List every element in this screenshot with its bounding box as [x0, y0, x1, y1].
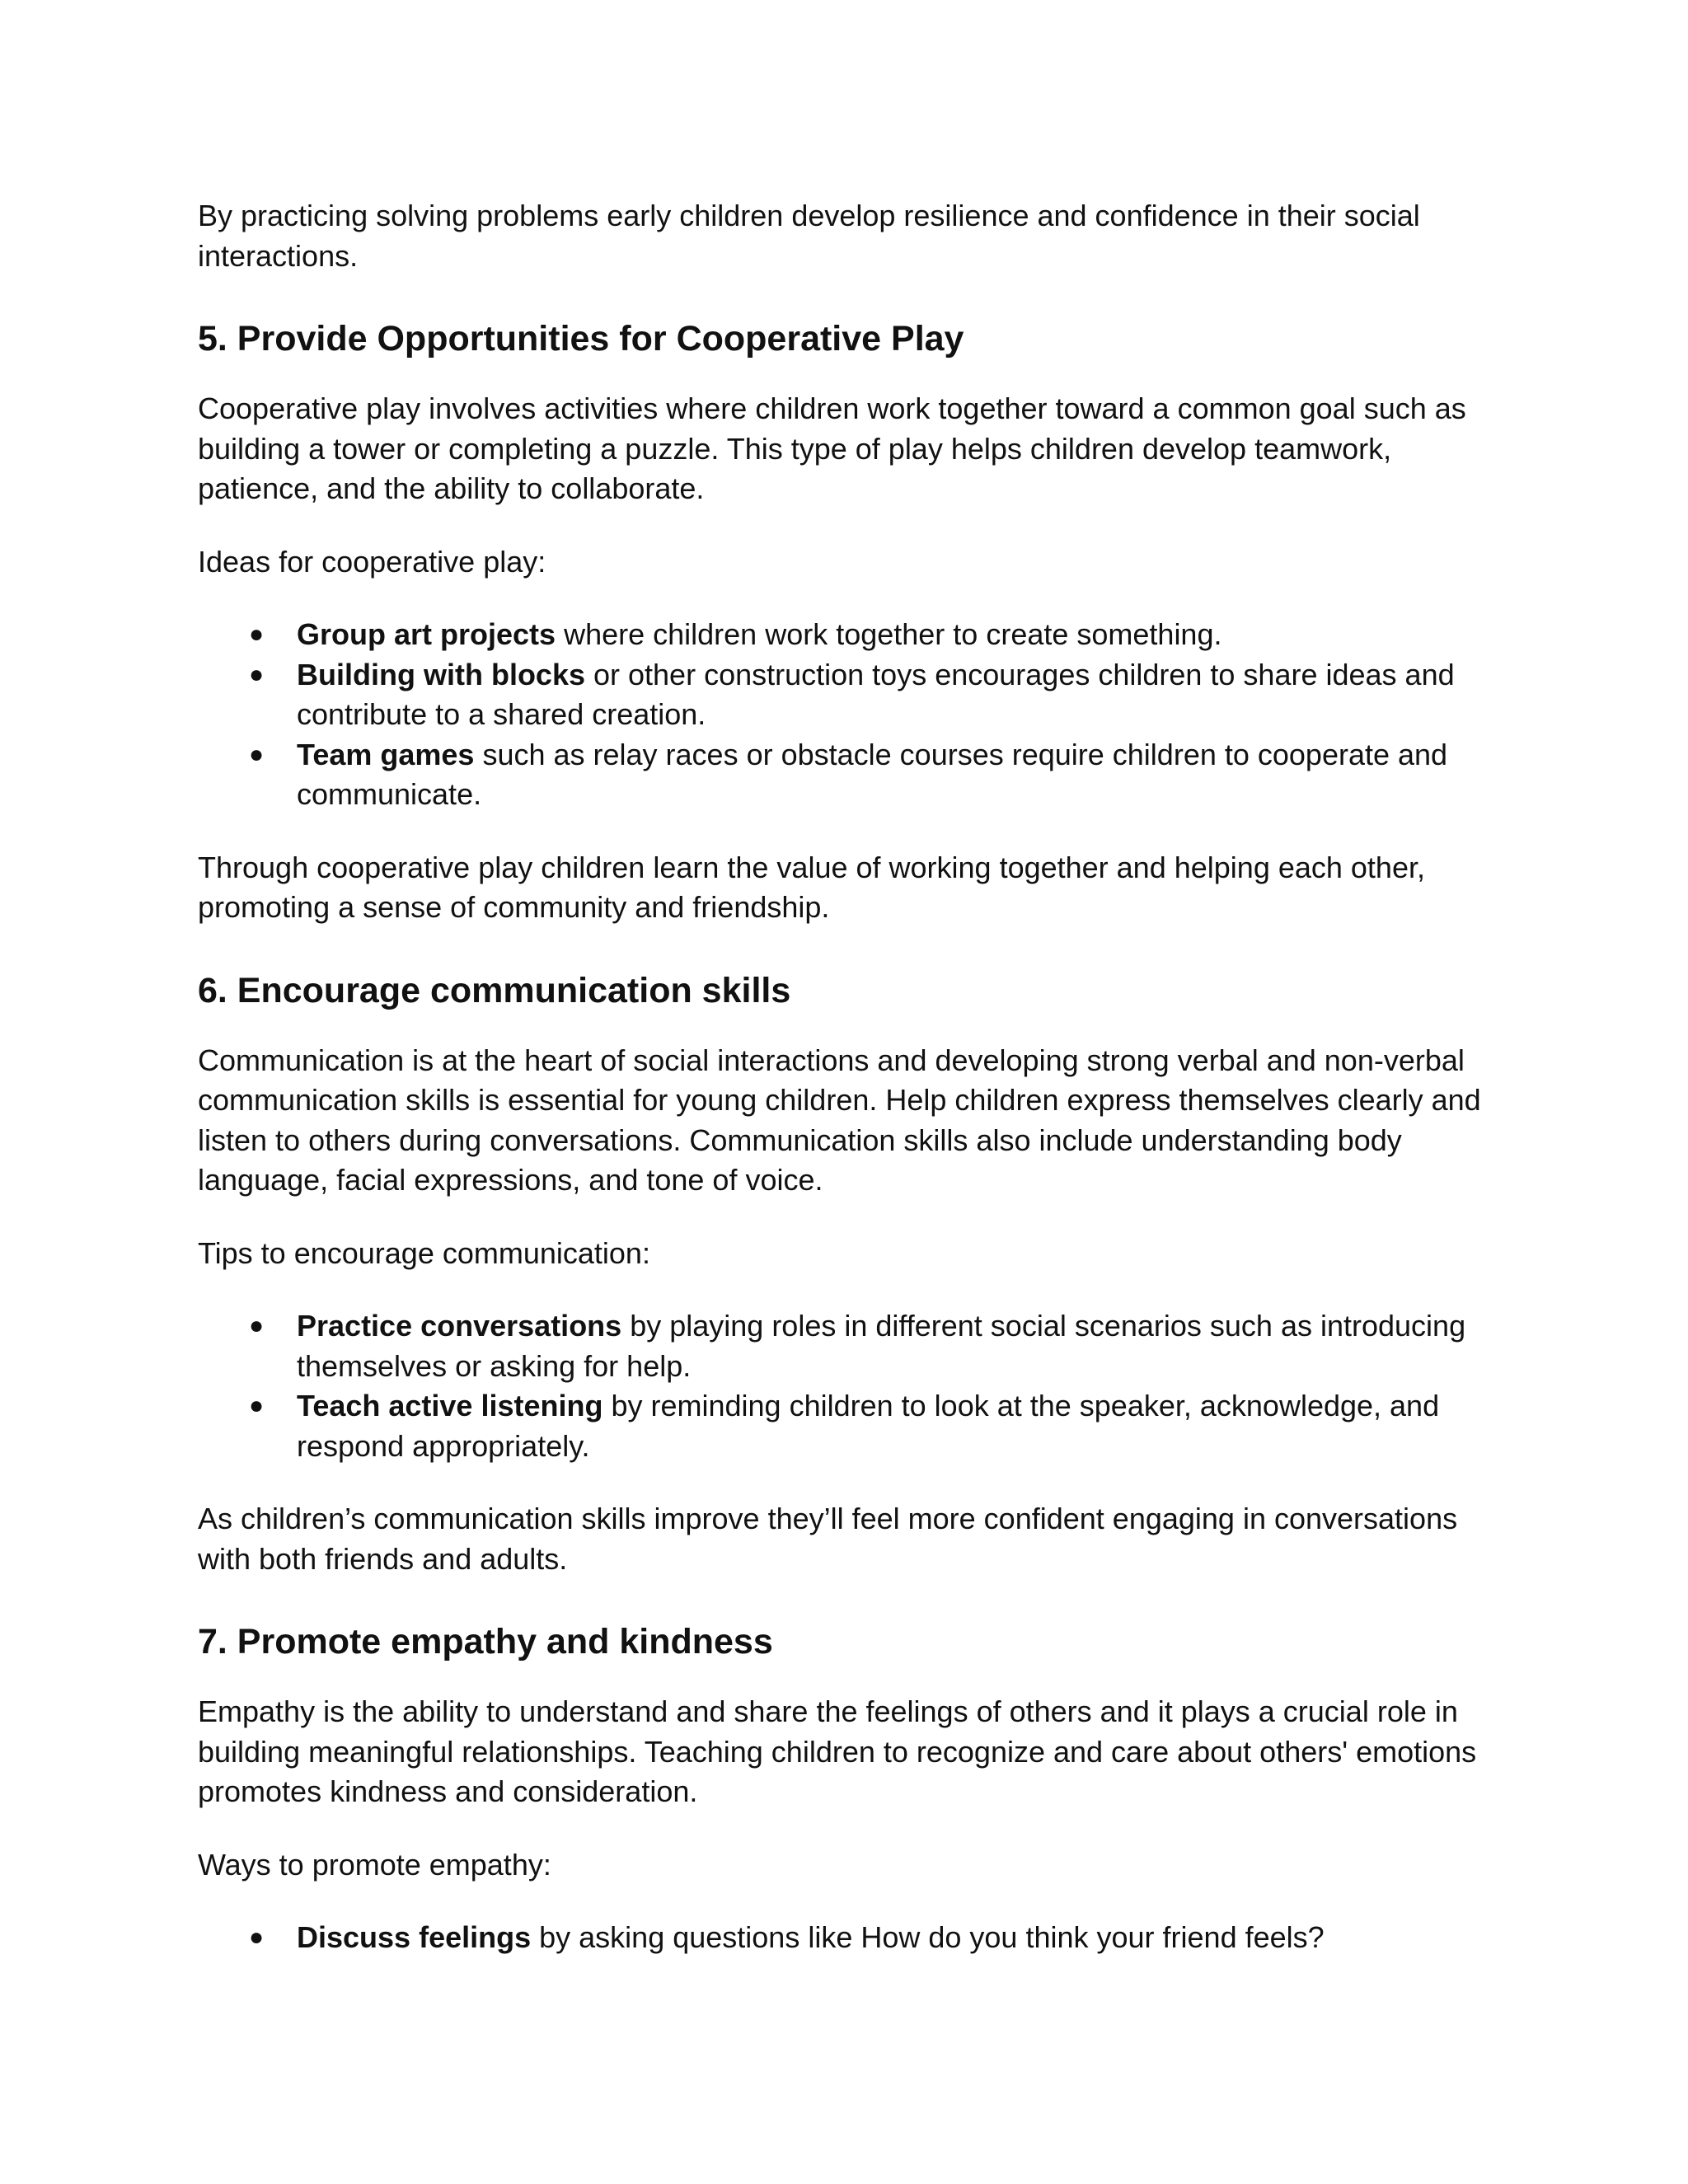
- list-item: [198, 1306, 1500, 1386]
- list-item-text: by asking questions like How do you think your friend feels?: [531, 1920, 1325, 1954]
- bullet-icon: ●: [249, 1924, 265, 1951]
- bullet-icon: ●: [249, 1312, 265, 1339]
- list-communication-tips: [198, 1306, 1500, 1466]
- paragraph-communication-summary: As children’s communication skills improve they’ll feel more confident engaging in conversations with both friends and adults.: [198, 1502, 1458, 1576]
- bullet-icon: ●: [249, 1392, 265, 1419]
- document-page: [198, 180, 1500, 1958]
- heading-cooperative-play: 5. Provide Opportunities for Cooperative Play: [198, 319, 964, 359]
- paragraph-communication-intro: Communication is at the heart of social interactions and developing strong verbal and non-verbal communication skills is essential for young children. Help children express themselves clearly and listen to others during conversations. Communication skills also include understanding body language, facial expressions, and tone of voice.: [198, 1043, 1481, 1197]
- list-item-bold: Group art projects: [297, 617, 556, 651]
- bullet-icon: ●: [249, 740, 265, 768]
- paragraph-empathy-intro: Empathy is the ability to understand and share the feelings of others and it plays a crucial role in building meaningful relationships. Teaching children to recognize and care about others' emotions promotes kindness and consideration.: [198, 1694, 1477, 1808]
- list-item-text: by playing roles in different social scenarios such as introducing themselves or asking for help.: [297, 1309, 1466, 1383]
- list-item-text: or other construction toys encourages children to share ideas and contribute to a shared creation.: [297, 657, 1455, 731]
- list-item-bold: Practice conversations: [297, 1309, 622, 1343]
- bullet-icon: ●: [249, 621, 265, 648]
- paragraph-empathy-ways-label: Ways to promote empathy:: [198, 1847, 551, 1882]
- paragraph-problem-solving: By practicing solving problems early children develop resilience and confidence in their social interactions.: [198, 199, 1420, 273]
- paragraph-communication-tips-label: Tips to encourage communication:: [198, 1235, 650, 1270]
- list-item-bold: Team games: [297, 737, 475, 771]
- list-item: [198, 655, 1500, 735]
- paragraph-cooperative-intro: Cooperative play involves activities where children work together toward a common goal such as building a tower or completing a puzzle. This type of play helps children develop teamwork, patience, and the ability to collaborate.: [198, 391, 1466, 505]
- list-item: [198, 615, 1500, 655]
- paragraph-cooperative-ideas-label: Ideas for cooperative play:: [198, 544, 546, 579]
- list-cooperative-play: [198, 615, 1500, 815]
- list-item-text: by reminding children to look at the speaker, acknowledge, and respond appropriately.: [297, 1389, 1440, 1463]
- list-item: [198, 735, 1500, 815]
- list-empathy-ways: [198, 1918, 1500, 1958]
- list-item: [198, 1918, 1500, 1958]
- list-item-bold: Building with blocks: [297, 657, 585, 691]
- bullet-icon: ●: [249, 660, 265, 688]
- heading-communication-skills: 6. Encourage communication skills: [198, 970, 791, 1010]
- list-item: [198, 1386, 1500, 1466]
- list-item-text: where children work together to create something.: [556, 617, 1222, 651]
- heading-empathy-kindness: 7. Promote empathy and kindness: [198, 1622, 773, 1661]
- list-item-bold: Teach active listening: [297, 1389, 603, 1422]
- list-item-bold: Discuss feelings: [297, 1920, 532, 1954]
- paragraph-cooperative-summary: Through cooperative play children learn the value of working together and helping each other, promoting a sense of community and friendship.: [198, 850, 1425, 924]
- list-item-text: such as relay races or obstacle courses require children to cooperate and communicate.: [297, 737, 1448, 811]
